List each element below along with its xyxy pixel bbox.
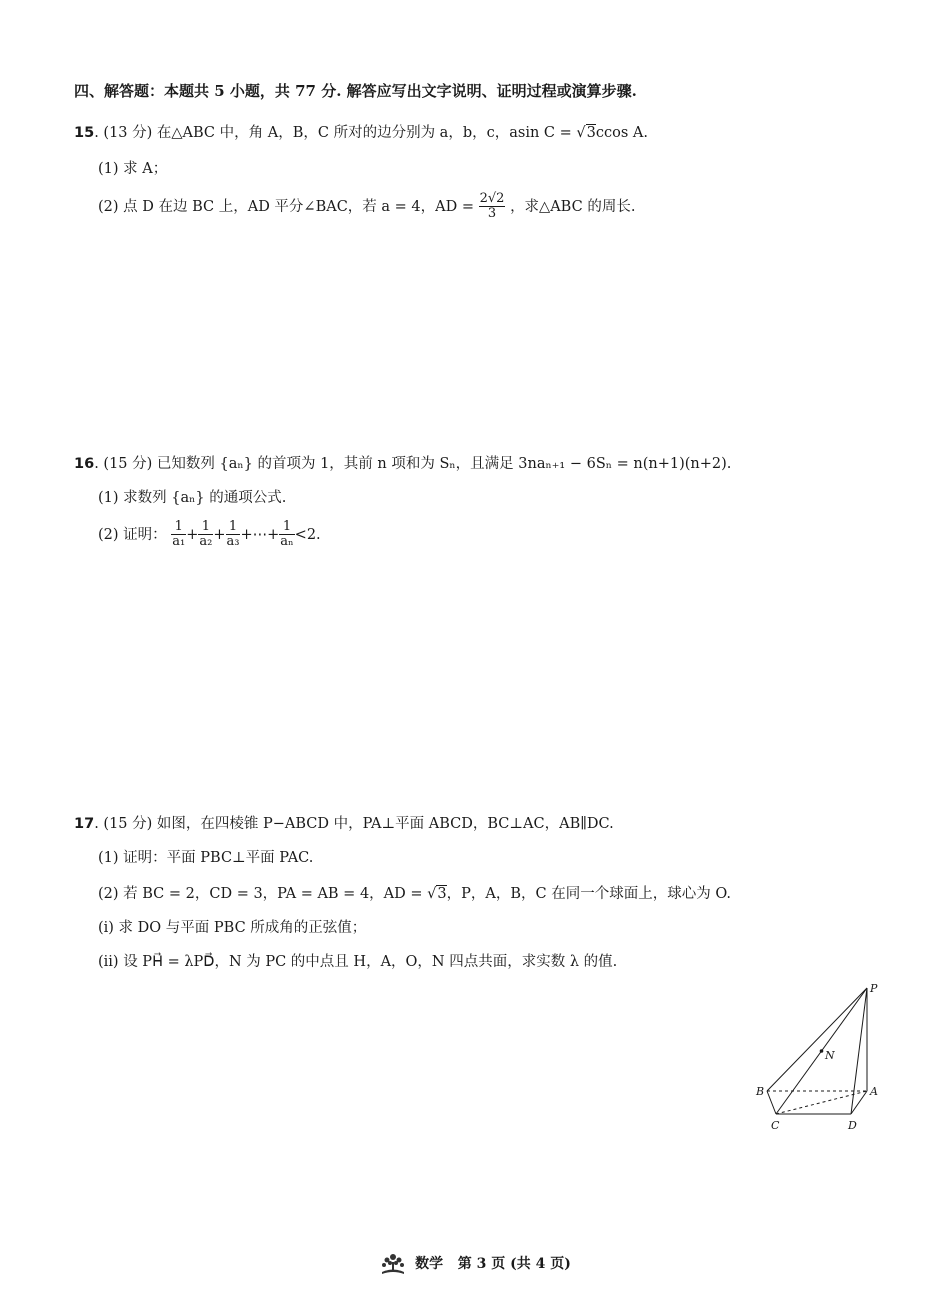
pyramid-diagram [752,980,892,1140]
q16-dots: +⋯+ [240,526,280,543]
q17-sqrt-value: 3 [437,886,447,902]
q17-stem [74,812,614,833]
q17-part1: (1) 证明：平面 PBC⊥平面 PAC. [98,850,314,866]
q16-term-n-den: aₙ [280,534,294,550]
label-C: C [771,1119,780,1132]
edge-BC [767,1091,776,1114]
q15-part1: (1) 求 A； [98,161,168,177]
q16-term-1-num: 1 [171,520,186,535]
footer-page-number: 第 3 页 (共 4 页) [457,1256,571,1272]
q16-number: 16 [74,456,95,472]
q15-part2 [98,192,635,222]
q17-part2-a: (2) 若 BC = 2，CD = 3，PA = AB = 4，AD = [98,886,428,902]
q16-term-n-num: 1 [279,520,294,535]
label-P: P [870,982,878,995]
q15-stem-a: . (13 分) 在△ABC 中，角 A，B，C 所对的边分别为 a，b，c，asin C = [94,125,577,141]
q17-stem-text: . (15 分) 如图，在四棱锥 P−ABCD 中，PA⊥平面 ABCD，BC⊥AC，AB∥DC. [94,816,614,832]
label-D: D [848,1119,857,1132]
q15-part2-b: ，求△ABC 的周长. [510,198,636,215]
q15-stem [74,121,648,142]
q16-term-3-num: 1 [226,520,241,535]
q17-part2 [98,882,731,903]
q16-term-2 [198,520,213,550]
q16-term-2-num: 1 [198,520,213,535]
q16-term-1 [171,520,186,550]
section-title: 四、解答题：本题共 5 小题，共 77 分. 解答应写出文字说明、证明过程或演算步骤. [74,82,637,100]
edge-PB [767,988,867,1091]
q16-part2-prefix: (2) 证明： [98,526,167,543]
q15-sqrt-value: 3 [586,125,596,141]
q16-part1: (1) 求数列 {aₙ} 的通项公式. [98,490,287,506]
page-footer [0,1252,950,1276]
q15-stem-b: ccos A. [595,125,648,141]
q15-frac-den: 3 [487,206,497,222]
point-N [820,1049,824,1053]
q17-number: 17 [74,816,95,832]
q16-inequality: <2. [294,526,321,543]
label-B: B [756,1085,765,1098]
q17-part-ii: (ii) 设 PH⃗ = λPD⃗，N 为 PC 的中点且 H，A，O，N 四点共面，求实数 λ 的值. [98,954,618,970]
q16-part2 [98,520,321,550]
q15-fraction [479,192,506,222]
label-A: A [870,1085,878,1098]
q17-sqrt-sign: √ [427,886,437,902]
footer-subject: 数学 [415,1256,444,1272]
q17-part-i: (i) 求 DO 与平面 PBC 所成角的正弦值； [98,920,367,936]
q16-plus-2: + [213,526,226,543]
q15-part2-a: (2) 点 D 在边 BC 上，AD 平分∠BAC，若 a = 4，AD = [98,198,475,215]
q16-term-1-den: a₁ [172,534,186,550]
q16-term-n [279,520,294,550]
q16-term-3 [226,520,241,550]
pyramid-figure [752,980,892,1144]
q15-sqrt-sign: √ [576,125,586,141]
q16-term-2-den: a₂ [199,534,213,550]
label-N: N [825,1049,835,1062]
q17-part2-b: ，P，A，B，C 在同一个球面上，球心为 O. [446,886,731,902]
q16-stem [74,452,731,473]
tree-logo-icon [379,1252,407,1276]
q16-plus-1: + [186,526,199,543]
q15-number: 15 [74,125,95,141]
q16-stem-text: . (15 分) 已知数列 {aₙ} 的首项为 1，其前 n 项和为 Sₙ，且满足 3naₙ₊₁ − 6Sₙ = n(n+1)(n+2). [94,456,732,472]
q15-frac-num: 2√2 [479,191,505,206]
q16-term-3-den: a₃ [226,534,240,550]
